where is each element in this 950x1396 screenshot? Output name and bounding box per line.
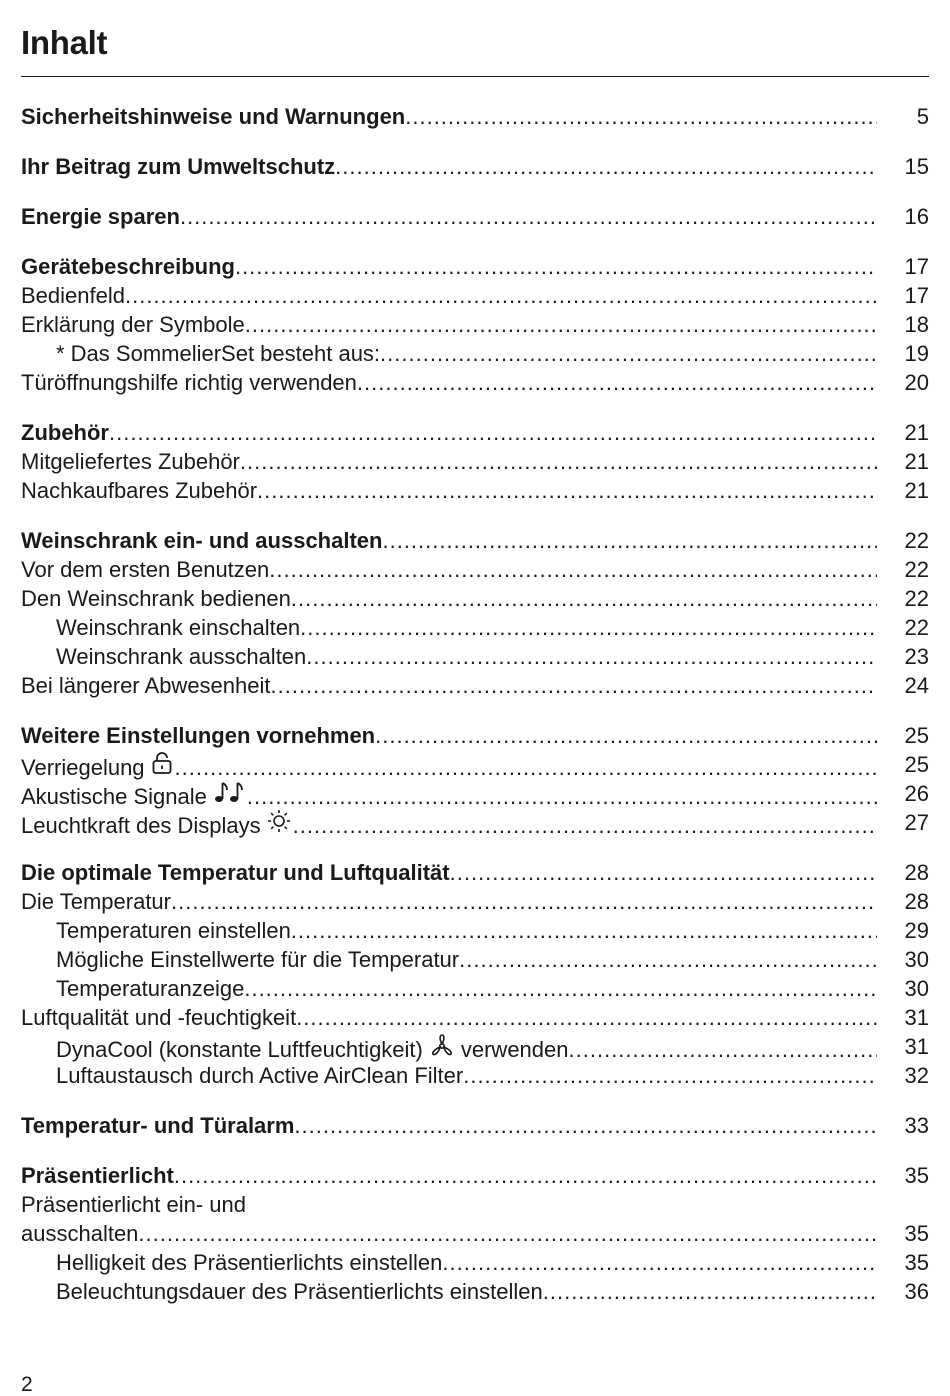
toc-entry-erklaerung-der-symbole[interactable] bbox=[21, 311, 929, 339]
toc-entry-verriegelung[interactable] bbox=[21, 751, 929, 779]
toc-entry-label: Weinschrank einschalten bbox=[56, 615, 301, 640]
toc-page-number: 25 bbox=[904, 752, 929, 777]
toc-entry-weinschrank-ausschalten[interactable] bbox=[21, 643, 929, 671]
toc-page-number: 22 bbox=[904, 528, 929, 553]
dot-leader bbox=[171, 888, 877, 916]
dot-leader bbox=[109, 419, 877, 447]
toc-entry-label: Mögliche Einstellwerte für die Temperatur bbox=[56, 947, 460, 972]
toc-entry-leuchtkraft-des-displays[interactable] bbox=[21, 809, 929, 837]
toc-entry-text bbox=[21, 282, 877, 310]
dot-leader bbox=[175, 754, 877, 782]
toc-entry-text bbox=[21, 103, 877, 131]
dot-leader bbox=[543, 1278, 877, 1306]
dot-leader bbox=[125, 282, 877, 310]
music-note-icon bbox=[213, 780, 245, 811]
dot-leader bbox=[269, 556, 877, 584]
fan-icon bbox=[429, 1033, 455, 1064]
dot-leader bbox=[138, 1220, 877, 1248]
toc-page-number: 36 bbox=[904, 1279, 929, 1304]
toc-page-number: 32 bbox=[904, 1063, 929, 1088]
toc-entry-text bbox=[21, 809, 877, 840]
toc-entry-label: Bedienfeld bbox=[21, 283, 125, 308]
dot-leader bbox=[306, 643, 877, 671]
toc-entry-text bbox=[21, 888, 877, 916]
toc-entry-text bbox=[56, 614, 877, 642]
toc-entry-text bbox=[21, 419, 877, 447]
dot-leader bbox=[291, 917, 877, 945]
toc-entry-nachkaufbares-zubehoer[interactable] bbox=[21, 477, 929, 505]
toc-page-number: 33 bbox=[904, 1113, 929, 1138]
toc-entry-weinschrank-ein-und-ausschalten[interactable] bbox=[21, 527, 929, 555]
toc-entry-text bbox=[21, 672, 877, 700]
toc-page-number: 31 bbox=[904, 1005, 929, 1030]
toc-page-number: 17 bbox=[904, 254, 929, 279]
toc-entry-label: Präsentierlicht bbox=[21, 1163, 174, 1188]
toc-entry-label: Präsentierlicht ein- und bbox=[21, 1192, 247, 1217]
toc-entry-akustische-signale[interactable] bbox=[21, 780, 929, 808]
toc-entry-geraetebeschreibung[interactable] bbox=[21, 253, 929, 281]
toc-page-number: 27 bbox=[904, 810, 929, 835]
toc-entry-label: Nachkaufbares Zubehör bbox=[21, 478, 258, 503]
lock-icon bbox=[151, 751, 173, 782]
toc-entry-text bbox=[21, 448, 877, 476]
toc-entry-beleuchtungsdauer-des-praesentierlichts-einstellen[interactable] bbox=[21, 1278, 929, 1306]
toc-entry-praesentierlicht[interactable] bbox=[21, 1162, 929, 1190]
toc-entry-text bbox=[21, 253, 877, 281]
toc-entry-vor-dem-ersten-benutzen[interactable] bbox=[21, 556, 929, 584]
toc-page-number: 35 bbox=[904, 1250, 929, 1275]
toc-entry-text bbox=[56, 946, 877, 974]
toc-entry-ihr-beitrag-zum-umweltschutz[interactable] bbox=[21, 153, 929, 181]
toc-page-number: 31 bbox=[904, 1034, 929, 1059]
toc-entry-text bbox=[56, 1249, 877, 1277]
dot-leader bbox=[240, 448, 877, 476]
page-number: 2 bbox=[21, 1373, 33, 1396]
sun-icon bbox=[267, 809, 291, 840]
dot-leader bbox=[380, 340, 877, 368]
toc-page-number: 22 bbox=[904, 615, 929, 640]
toc-entry-die-temperatur[interactable] bbox=[21, 888, 929, 916]
toc-page-number: 25 bbox=[904, 723, 929, 748]
dot-leader bbox=[300, 614, 877, 642]
toc-page-number: 30 bbox=[904, 976, 929, 1001]
toc-entry-text bbox=[56, 917, 877, 945]
dot-leader bbox=[463, 1062, 877, 1090]
toc-page-number: 35 bbox=[904, 1163, 929, 1188]
toc-entry-luftaustausch-durch-active-airclean-filter[interactable] bbox=[21, 1062, 929, 1090]
toc-page-number: 15 bbox=[904, 154, 929, 179]
toc-entry-label: Weinschrank ausschalten bbox=[56, 644, 307, 669]
dot-leader bbox=[291, 585, 877, 613]
dot-leader bbox=[357, 369, 877, 397]
toc-entry-den-weinschrank-bedienen[interactable] bbox=[21, 585, 929, 613]
toc-entry-label: Temperaturanzeige bbox=[56, 976, 245, 1001]
toc-entry-die-optimale-temperatur-und-luftqualitaet[interactable] bbox=[21, 859, 929, 887]
toc-entry-text bbox=[21, 556, 877, 584]
toc-entry-label: Temperaturen einstellen bbox=[56, 918, 291, 943]
dot-leader bbox=[294, 1112, 877, 1140]
toc-page-number: 23 bbox=[904, 644, 929, 669]
dot-leader bbox=[296, 1004, 877, 1032]
toc-page-number: 21 bbox=[904, 449, 929, 474]
toc-entry-text bbox=[21, 369, 877, 397]
toc-entry-text bbox=[56, 340, 877, 368]
toc-entry-label: Leuchtkraft des Displays bbox=[21, 813, 261, 838]
toc-entry-text bbox=[21, 203, 877, 231]
toc-entry-label: Temperatur- und Türalarm bbox=[21, 1113, 295, 1138]
toc-entry-label: Verriegelung bbox=[21, 755, 145, 780]
toc-entry-temperatur-und-tueralarm[interactable] bbox=[21, 1112, 929, 1140]
toc-entry-label: Die optimale Temperatur und Luftqualität bbox=[21, 860, 450, 885]
toc-entry-dynacool-konstante-luftfeuchtigkeit[interactable] bbox=[21, 1033, 929, 1061]
dot-leader bbox=[247, 783, 877, 811]
toc-entry-label: DynaCool (konstante Luftfeuchtigkeit) bbox=[56, 1037, 423, 1062]
toc-entry-temperaturanzeige[interactable] bbox=[21, 975, 929, 1003]
toc-entry-text bbox=[56, 1033, 877, 1064]
toc-entry-text bbox=[21, 1004, 877, 1032]
toc-entry-text bbox=[21, 1162, 877, 1190]
dot-leader bbox=[235, 253, 877, 281]
dot-leader bbox=[405, 103, 877, 131]
toc-entry-label: Helligkeit des Präsentierlichts einstellen bbox=[56, 1250, 443, 1275]
toc-entry-zubehoer[interactable] bbox=[21, 419, 929, 447]
toc-entry-label: Türöffnungshilfe richtig verwenden bbox=[21, 370, 357, 395]
toc-entry-mitgeliefertes-zubehoer[interactable] bbox=[21, 448, 929, 476]
toc-entry-text bbox=[21, 585, 877, 613]
dot-leader bbox=[180, 203, 877, 231]
toc-entry-label: Akustische Signale bbox=[21, 784, 207, 809]
toc-entry-sicherheitshinweise-und-warnungen[interactable] bbox=[21, 103, 929, 131]
toc-entry-label: Erklärung der Symbole bbox=[21, 312, 245, 337]
dot-leader bbox=[271, 672, 878, 700]
toc-entry-energie-sparen[interactable] bbox=[21, 203, 929, 231]
toc-page-number: 35 bbox=[904, 1221, 929, 1246]
toc-page-number: 20 bbox=[904, 370, 929, 395]
toc-entry-text bbox=[21, 477, 877, 505]
dot-leader bbox=[244, 975, 877, 1003]
toc-page-number: 26 bbox=[904, 781, 929, 806]
toc-entry-temperaturen-einstellen[interactable] bbox=[21, 917, 929, 945]
toc-entry-text bbox=[56, 643, 877, 671]
toc-entry-label: Sicherheitshinweise und Warnungen bbox=[21, 104, 406, 129]
toc-entry-label: Weinschrank ein- und ausschalten bbox=[21, 528, 383, 553]
toc-entry-text bbox=[56, 1278, 877, 1306]
dot-leader bbox=[293, 812, 877, 840]
toc-entry-label: Ihr Beitrag zum Umweltschutz bbox=[21, 154, 336, 179]
toc-entry-text bbox=[21, 153, 877, 181]
toc-entry-helligkeit-des-praesentierlichts-einstellen[interactable] bbox=[21, 1249, 929, 1277]
dot-leader bbox=[569, 1036, 877, 1064]
toc-entry-luftqualitaet-und-feuchtigkeit[interactable] bbox=[21, 1004, 929, 1032]
toc-page-number: 17 bbox=[904, 283, 929, 308]
toc-entry-label: Die Temperatur bbox=[21, 889, 171, 914]
dot-leader bbox=[442, 1249, 877, 1277]
toc-entry-das-sommelierset-besteht-aus[interactable] bbox=[21, 340, 929, 368]
toc-entry-label: ausschalten bbox=[21, 1221, 139, 1246]
toc-entry-moegliche-einstellwerte-fuer-die-temperatur[interactable] bbox=[21, 946, 929, 974]
toc-entry-text bbox=[56, 1062, 877, 1090]
toc-page-number: 24 bbox=[904, 673, 929, 698]
toc-entry-label: Beleuchtungsdauer des Präsentierlichts einstellen bbox=[56, 1279, 543, 1304]
toc-page-number: 21 bbox=[904, 420, 929, 445]
toc-entry-label: Energie sparen bbox=[21, 204, 180, 229]
toc-entry-label: Weitere Einstellungen vornehmen bbox=[21, 723, 376, 748]
toc-page-number: 28 bbox=[904, 889, 929, 914]
dot-leader bbox=[450, 859, 877, 887]
toc-entry-label: Luftqualität und -feuchtigkeit bbox=[21, 1005, 297, 1030]
toc-entry-text bbox=[21, 722, 877, 750]
toc-page-number: 21 bbox=[904, 478, 929, 503]
dot-leader bbox=[174, 1162, 877, 1190]
toc-entry-bedienfeld[interactable] bbox=[21, 282, 929, 310]
toc-entry-label: Zubehör bbox=[21, 420, 109, 445]
dot-leader bbox=[335, 153, 877, 181]
toc-page-number: 19 bbox=[904, 341, 929, 366]
toc-entry-text bbox=[56, 975, 877, 1003]
toc-entry-text bbox=[21, 527, 877, 555]
toc-entry-text bbox=[21, 751, 877, 782]
toc-page-number: 30 bbox=[904, 947, 929, 972]
dot-leader bbox=[382, 527, 877, 555]
dot-leader bbox=[245, 311, 877, 339]
toc-page-number: 5 bbox=[916, 104, 929, 129]
dot-leader bbox=[375, 722, 877, 750]
toc-entry-praesentierlicht-ein-und-ausschalten[interactable] bbox=[21, 1220, 929, 1248]
dot-leader bbox=[257, 477, 877, 505]
page-title: Inhalt bbox=[21, 24, 108, 61]
toc-entry-bei-laengerer-abwesenheit[interactable] bbox=[21, 672, 929, 700]
toc-page-number: 22 bbox=[904, 557, 929, 582]
toc-entry-label: Mitgeliefertes Zubehör bbox=[21, 449, 240, 474]
toc-page-number: 18 bbox=[904, 312, 929, 337]
toc-entry-label: * Das SommelierSet besteht aus: bbox=[56, 341, 381, 366]
toc-entry-tueroeffnungshilfe-richtig-verwenden[interactable] bbox=[21, 369, 929, 397]
toc-entry-text bbox=[21, 859, 877, 887]
toc-page-number: 29 bbox=[904, 918, 929, 943]
toc-entry-weitere-einstellungen-vornehmen[interactable] bbox=[21, 722, 929, 750]
toc-entry-text bbox=[21, 780, 877, 811]
toc-entry-label: Bei längerer Abwesenheit bbox=[21, 673, 271, 698]
toc-entry-label: Vor dem ersten Benutzen bbox=[21, 557, 270, 582]
toc-entry-text bbox=[21, 311, 877, 339]
toc-entry-text bbox=[21, 1112, 877, 1140]
toc-entry-label: Luftaustausch durch Active AirClean Filter bbox=[56, 1063, 464, 1088]
toc-page-number: 22 bbox=[904, 586, 929, 611]
toc-page-number: 16 bbox=[904, 204, 929, 229]
dot-leader bbox=[459, 946, 877, 974]
toc-page-number: 28 bbox=[904, 860, 929, 885]
toc-entry-label: Den Weinschrank bedienen bbox=[21, 586, 291, 611]
toc-entry-text bbox=[21, 1220, 877, 1248]
toc-entry-weinschrank-einschalten[interactable] bbox=[21, 614, 929, 642]
toc-entry-label: Gerätebeschreibung bbox=[21, 254, 235, 279]
toc-entry-label-suffix: verwenden bbox=[460, 1037, 569, 1062]
